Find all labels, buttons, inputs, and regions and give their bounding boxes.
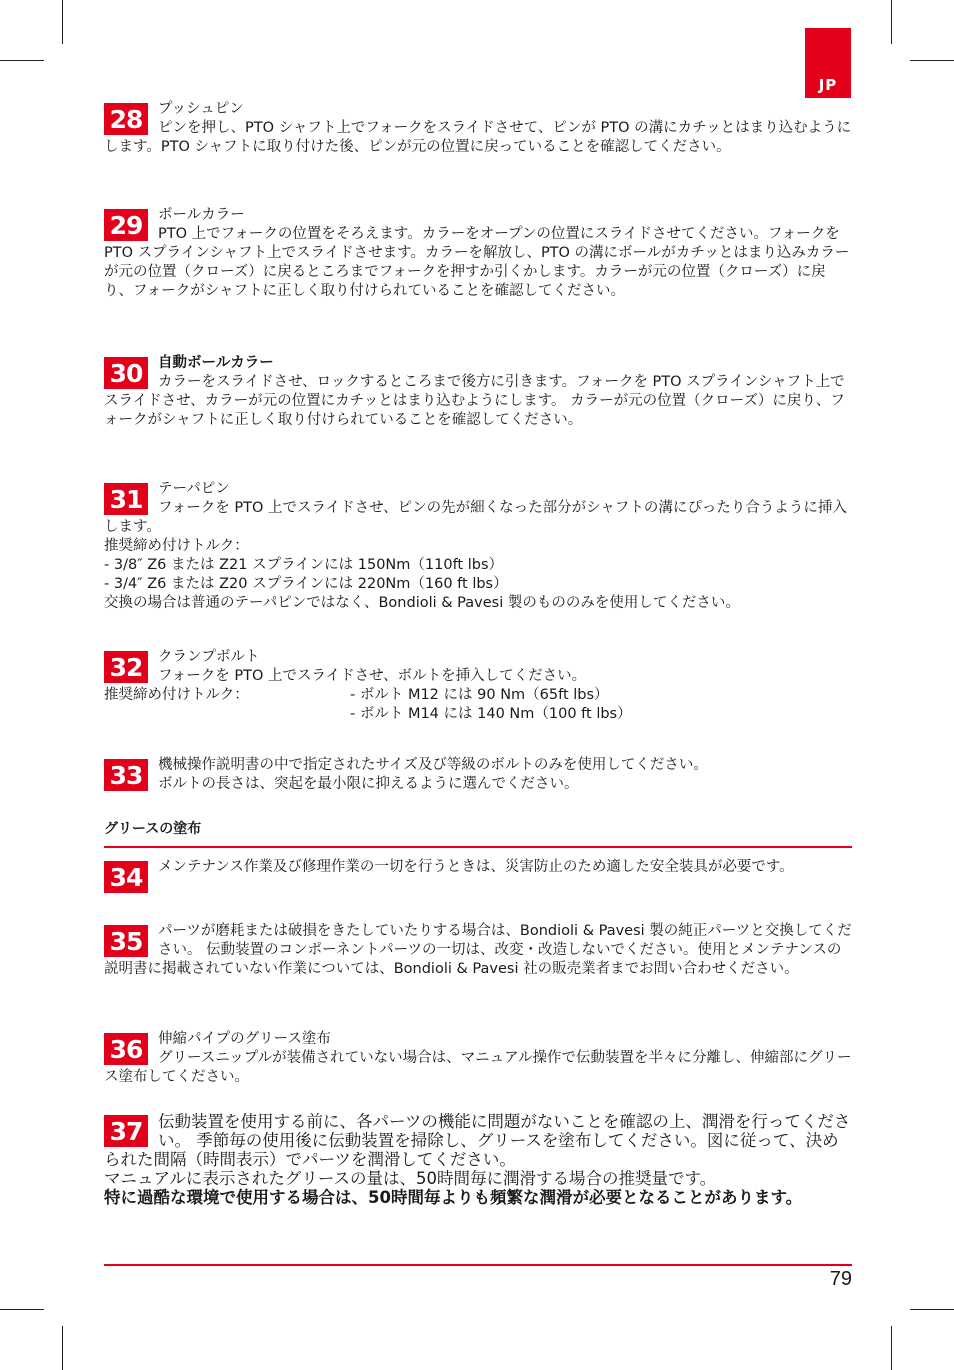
item-number: 37 [104,1115,148,1147]
item-32 [104,648,852,724]
item-33 [104,756,852,794]
page-number: 79 [829,1268,852,1290]
item-28 [104,100,852,157]
item-body: フォークを PTO 上でスライドさせ、ピンの先が細くなった部分がシャフトの溝にぴったり合うように挿入します。 [104,500,847,535]
torque-label: 推奨締め付けトルク： [104,538,249,554]
torque-line: - ボルト M14 には 140 Nm（100 ft lbs） [350,706,632,722]
item-title: テーパピン [158,481,230,497]
torque-line: - ボルト M12 には 90 Nm（65ft lbs） [350,687,609,703]
item-number: 31 [104,483,148,515]
item-number: 35 [104,925,148,957]
torque-label: 推奨締め付けトルク： [104,687,249,703]
torque-line: - 3/8″ Z6 または Z21 スプラインには 150Nm（110ft lbs） [104,557,504,573]
item-body: パーツが磨耗または破損をきたしていたりする場合は、Bondioli & Pavesi 製の純正パーツと交換してください。 伝動装置のコンポーネントパーツの一切は、改変・改造しないでください。使用とメンテナンスの説明書に掲載されていない作業については、Bondioli & Pavesi 社の販売業者までお問い合わせください。 [104,923,852,977]
item-title: ボールカラー [158,207,245,223]
item-number: 36 [104,1033,148,1065]
item-30 [104,354,852,430]
item-warning: 特に過酷な環境で使用する場合は、50時間毎よりも頻繁な潤滑が必要となることがあります。 [104,1188,803,1207]
item-title: 機械操作説明書の中で指定されたサイズ及び等級のボルトのみを使用してください。 [158,757,708,773]
torque-line: - 3/4″ Z6 または Z20 スプラインには 220Nm（160 ft lbs） [104,576,508,592]
item-title: クランプボルト [158,649,260,665]
item-body: ボルトの長さは、突起を最小限に抑えるように選んでください。 [158,776,579,792]
item-36 [104,1030,852,1087]
item-29 [104,206,852,301]
item-body: ピンを押し、PTO シャフト上でフォークをスライドさせて、ピンが PTO の溝にカチッとはまり込むようにします。PTO シャフトに取り付けた後、ピンが元の位置に戻っていることを確認してください。 [104,120,852,155]
item-34 [104,858,852,893]
section-divider [104,846,852,848]
section-title: グリースの塗布 [104,821,202,837]
item-body: PTO 上でフォークの位置をそろえます。カラーをオープンの位置にスライドさせてください。フォークを PTO スプラインシャフト上でスライドさせます。カラーを解放し、PTO の溝にボールがカチッとはまり込みカラーが元の位置（クローズ）に戻るところまでフォークを押すか引くかします。カラーが元の位置（クローズ）に戻り、フォークがシャフトに正しく取り付けられていることを確認してください。 [104,226,850,299]
item-title: 伸縮パイプのグリース塗布 [158,1031,331,1047]
item-31 [104,480,852,613]
item-body: 伝動装置を使用する前に、各パーツの機能に問題がないことを確認の上、潤滑を行ってください。 季節毎の使用後に伝動装置を掃除し、グリースを塗布してください。図に従って、決められた間隔（時間表示）でパーツを潤滑してください。 [104,1112,851,1169]
item-body: フォークを PTO 上でスライドさせ、ボルトを挿入してください。 [158,668,587,684]
item-body: カラーをスライドさせ、ロックするところまで後方に引きます。フォークを PTO スプラインシャフト上でスライドさせ、カラーが元の位置にカチッとはまり込むようにします。 カラーが元の位置（クローズ）に戻り、フォークがシャフトに正しく取り付けられていることを確認してください。 [104,374,845,428]
item-number: 29 [104,209,148,241]
item-number: 28 [104,103,148,135]
item-body: グリースニップルが装備されていない場合は、マニュアル操作で伝動装置を半々に分離し、伸縮部にグリース塗布してください。 [104,1050,852,1085]
item-title: プッシュピン [158,101,244,117]
item-note: 交換の場合は普通のテーパピンではなく、Bondioli & Pavesi 製のもののみを使用してください。 [104,595,740,611]
item-number: 33 [104,759,148,791]
item-37 [104,1112,852,1207]
item-35 [104,922,852,979]
footer-divider [104,1264,852,1266]
item-title: 自動ボールカラー [158,355,274,371]
item-body: メンテナンス作業及び修理作業の一切を行うときは、災害防止のため適した安全装具が必要です。 [158,859,794,875]
language-tab: JP [805,28,851,98]
item-body: マニュアルに表示されたグリースの量は、50時間毎に潤滑する場合の推奨量です。 [104,1169,717,1188]
item-number: 30 [104,357,148,389]
item-number: 34 [104,861,148,893]
item-number: 32 [104,651,148,683]
